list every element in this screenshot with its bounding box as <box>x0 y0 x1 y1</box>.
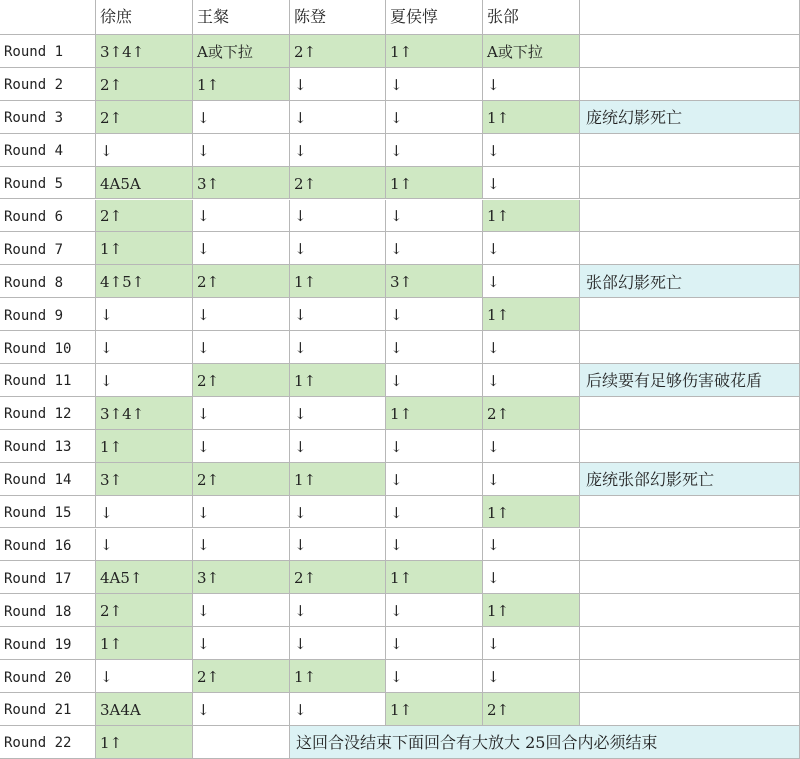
grid-cell[interactable]: 2↑ <box>290 35 386 68</box>
grid-cell[interactable]: ↓ <box>96 496 193 529</box>
grid-cell[interactable]: 2↑ <box>96 200 193 233</box>
row-label[interactable]: Round 12 <box>0 397 96 430</box>
grid-cell[interactable]: ↓ <box>483 561 580 594</box>
grid-cell[interactable]: ↓ <box>193 496 290 529</box>
grid-cell[interactable]: 1↑ <box>193 68 290 101</box>
grid-cell[interactable]: 2↑ <box>483 693 580 726</box>
grid-cell[interactable]: A或下拉 <box>193 35 290 68</box>
grid-cell[interactable]: ↓ <box>290 200 386 233</box>
grid-cell[interactable]: ↓ <box>193 693 290 726</box>
grid-cell[interactable] <box>193 726 290 759</box>
grid-cell[interactable]: 4A5↑ <box>96 561 193 594</box>
row-label[interactable]: Round 1 <box>0 35 96 68</box>
row-label[interactable]: Round 17 <box>0 561 96 594</box>
note-cell[interactable]: 张郃幻影死亡 <box>580 265 800 298</box>
grid-cell[interactable]: ↓ <box>290 397 386 430</box>
grid-cell[interactable]: ↓ <box>386 660 483 693</box>
row-label[interactable]: Round 2 <box>0 68 96 101</box>
header-cell[interactable] <box>0 0 96 35</box>
empty-cell[interactable] <box>580 134 800 167</box>
empty-cell[interactable] <box>580 331 800 364</box>
grid-cell[interactable]: 2↑ <box>290 561 386 594</box>
row-label[interactable]: Round 16 <box>0 529 96 562</box>
row-label[interactable]: Round 5 <box>0 167 96 200</box>
grid-cell[interactable]: ↓ <box>386 200 483 233</box>
grid-cell[interactable]: ↓ <box>290 693 386 726</box>
header-cell[interactable]: 张郃 <box>483 0 580 35</box>
grid-cell[interactable]: ↓ <box>290 134 386 167</box>
empty-cell[interactable] <box>580 35 800 68</box>
grid-cell[interactable]: 1↑ <box>386 561 483 594</box>
grid-cell[interactable]: ↓ <box>483 463 580 496</box>
grid-cell[interactable]: ↓ <box>386 529 483 562</box>
note-cell[interactable]: 庞统幻影死亡 <box>580 101 800 134</box>
grid-cell[interactable]: 3A4A <box>96 693 193 726</box>
grid-cell[interactable]: 1↑ <box>483 101 580 134</box>
row-label[interactable]: Round 15 <box>0 496 96 529</box>
grid-cell[interactable]: ↓ <box>483 660 580 693</box>
grid-cell[interactable]: ↓ <box>193 232 290 265</box>
row-label[interactable]: Round 19 <box>0 627 96 660</box>
grid-cell[interactable]: ↓ <box>193 134 290 167</box>
grid-cell[interactable]: ↓ <box>483 627 580 660</box>
grid-cell[interactable]: 1↑ <box>386 397 483 430</box>
grid-cell[interactable]: ↓ <box>386 364 483 397</box>
grid-cell[interactable]: ↓ <box>96 660 193 693</box>
grid-cell[interactable]: ↓ <box>290 298 386 331</box>
grid-cell[interactable]: 4↑5↑ <box>96 265 193 298</box>
grid-cell[interactable]: ↓ <box>386 430 483 463</box>
header-cell[interactable] <box>580 0 800 35</box>
row-label[interactable]: Round 22 <box>0 726 96 759</box>
grid-cell[interactable]: 2↑ <box>96 68 193 101</box>
grid-cell[interactable]: ↓ <box>483 364 580 397</box>
grid-cell[interactable]: ↓ <box>386 298 483 331</box>
header-cell[interactable]: 夏侯惇 <box>386 0 483 35</box>
row-label[interactable]: Round 3 <box>0 101 96 134</box>
empty-cell[interactable] <box>580 496 800 529</box>
grid-cell[interactable]: ↓ <box>193 101 290 134</box>
grid-cell[interactable]: 1↑ <box>386 35 483 68</box>
grid-cell[interactable]: ↓ <box>483 134 580 167</box>
note-cell[interactable]: 后续要有足够伤害破花盾 <box>580 364 800 397</box>
empty-cell[interactable] <box>580 561 800 594</box>
grid-cell[interactable]: ↓ <box>386 594 483 627</box>
note-cell[interactable]: 庞统张郃幻影死亡 <box>580 463 800 496</box>
grid-cell[interactable]: ↓ <box>96 331 193 364</box>
grid-cell[interactable]: 1↑ <box>386 167 483 200</box>
row-label[interactable]: Round 8 <box>0 265 96 298</box>
header-cell[interactable]: 陈登 <box>290 0 386 35</box>
grid-cell[interactable]: A或下拉 <box>483 35 580 68</box>
row-label[interactable]: Round 18 <box>0 594 96 627</box>
grid-cell[interactable]: 2↑ <box>193 364 290 397</box>
row-label[interactable]: Round 14 <box>0 463 96 496</box>
empty-cell[interactable] <box>580 167 800 200</box>
grid-cell[interactable]: 4A5A <box>96 167 193 200</box>
grid-cell[interactable]: ↓ <box>290 496 386 529</box>
empty-cell[interactable] <box>580 594 800 627</box>
grid-cell[interactable]: 2↑ <box>193 265 290 298</box>
grid-cell[interactable]: ↓ <box>290 627 386 660</box>
grid-cell[interactable]: ↓ <box>483 167 580 200</box>
grid-cell[interactable]: 1↑ <box>96 430 193 463</box>
grid-cell[interactable]: 2↑ <box>193 463 290 496</box>
empty-cell[interactable] <box>580 298 800 331</box>
grid-cell[interactable]: 2↑ <box>96 101 193 134</box>
grid-cell[interactable]: ↓ <box>386 331 483 364</box>
empty-cell[interactable] <box>580 397 800 430</box>
grid-cell[interactable]: 1↑ <box>96 232 193 265</box>
grid-cell[interactable]: ↓ <box>193 397 290 430</box>
grid-cell[interactable]: ↓ <box>290 529 386 562</box>
grid-cell[interactable]: ↓ <box>483 265 580 298</box>
grid-cell[interactable]: ↓ <box>96 134 193 167</box>
grid-cell[interactable]: 1↑ <box>483 298 580 331</box>
grid-cell[interactable]: 1↑ <box>290 463 386 496</box>
empty-cell[interactable] <box>580 627 800 660</box>
footer-note-cell[interactable]: 这回合没结束下面回合有大放大 25回合内必须结束 <box>290 726 800 759</box>
grid-cell[interactable]: ↓ <box>483 68 580 101</box>
grid-cell[interactable]: ↓ <box>386 627 483 660</box>
grid-cell[interactable]: ↓ <box>290 430 386 463</box>
empty-cell[interactable] <box>580 529 800 562</box>
header-cell[interactable]: 徐庶 <box>96 0 193 35</box>
row-label[interactable]: Round 6 <box>0 200 96 233</box>
grid-cell[interactable]: ↓ <box>290 68 386 101</box>
row-label[interactable]: Round 7 <box>0 232 96 265</box>
grid-cell[interactable]: ↓ <box>483 331 580 364</box>
grid-cell[interactable]: 1↑ <box>290 364 386 397</box>
grid-cell[interactable]: ↓ <box>193 331 290 364</box>
grid-cell[interactable]: ↓ <box>483 232 580 265</box>
grid-cell[interactable]: 1↑ <box>290 265 386 298</box>
grid-cell[interactable]: ↓ <box>386 232 483 265</box>
grid-cell[interactable]: ↓ <box>193 594 290 627</box>
row-label[interactable]: Round 10 <box>0 331 96 364</box>
grid-cell[interactable]: ↓ <box>386 463 483 496</box>
grid-cell[interactable]: 1↑ <box>483 594 580 627</box>
grid-cell[interactable]: ↓ <box>96 364 193 397</box>
grid-cell[interactable]: 1↑ <box>483 496 580 529</box>
grid-cell[interactable]: 2↑ <box>193 660 290 693</box>
grid-cell[interactable]: 3↑4↑ <box>96 35 193 68</box>
header-cell[interactable]: 王粲 <box>193 0 290 35</box>
empty-cell[interactable] <box>580 232 800 265</box>
grid-cell[interactable]: 3↑4↑ <box>96 397 193 430</box>
grid-cell[interactable]: 1↑ <box>386 693 483 726</box>
grid-cell[interactable]: ↓ <box>290 101 386 134</box>
grid-cell[interactable]: 3↑ <box>193 561 290 594</box>
empty-cell[interactable] <box>580 660 800 693</box>
grid-cell[interactable]: ↓ <box>193 200 290 233</box>
row-label[interactable]: Round 20 <box>0 660 96 693</box>
grid-cell[interactable]: ↓ <box>386 68 483 101</box>
grid-cell[interactable]: ↓ <box>193 430 290 463</box>
row-label[interactable]: Round 11 <box>0 364 96 397</box>
row-label[interactable]: Round 9 <box>0 298 96 331</box>
empty-cell[interactable] <box>580 693 800 726</box>
grid-cell[interactable]: 1↑ <box>96 726 193 759</box>
grid-cell[interactable]: 2↑ <box>290 167 386 200</box>
grid-cell[interactable]: 3↑ <box>386 265 483 298</box>
grid-cell[interactable]: ↓ <box>290 232 386 265</box>
grid-cell[interactable]: 1↑ <box>290 660 386 693</box>
row-label[interactable]: Round 13 <box>0 430 96 463</box>
grid-cell[interactable]: ↓ <box>290 594 386 627</box>
grid-cell[interactable]: 3↑ <box>96 463 193 496</box>
grid-cell[interactable]: ↓ <box>193 627 290 660</box>
grid-cell[interactable]: ↓ <box>483 529 580 562</box>
empty-cell[interactable] <box>580 200 800 233</box>
grid-cell[interactable]: ↓ <box>96 298 193 331</box>
grid-cell[interactable]: ↓ <box>193 529 290 562</box>
grid-cell[interactable]: ↓ <box>96 529 193 562</box>
grid-cell[interactable]: 2↑ <box>96 594 193 627</box>
grid-cell[interactable]: ↓ <box>193 298 290 331</box>
grid-cell[interactable]: ↓ <box>386 101 483 134</box>
grid-cell[interactable]: ↓ <box>483 430 580 463</box>
grid-cell[interactable]: ↓ <box>386 496 483 529</box>
grid-cell[interactable]: ↓ <box>386 134 483 167</box>
grid-cell[interactable]: 1↑ <box>483 200 580 233</box>
grid-cell[interactable]: ↓ <box>290 331 386 364</box>
row-label[interactable]: Round 21 <box>0 693 96 726</box>
grid-cell[interactable]: 1↑ <box>96 627 193 660</box>
empty-cell[interactable] <box>580 430 800 463</box>
grid-cell[interactable]: 2↑ <box>483 397 580 430</box>
empty-cell[interactable] <box>580 68 800 101</box>
row-label[interactable]: Round 4 <box>0 134 96 167</box>
grid-cell[interactable]: 3↑ <box>193 167 290 200</box>
